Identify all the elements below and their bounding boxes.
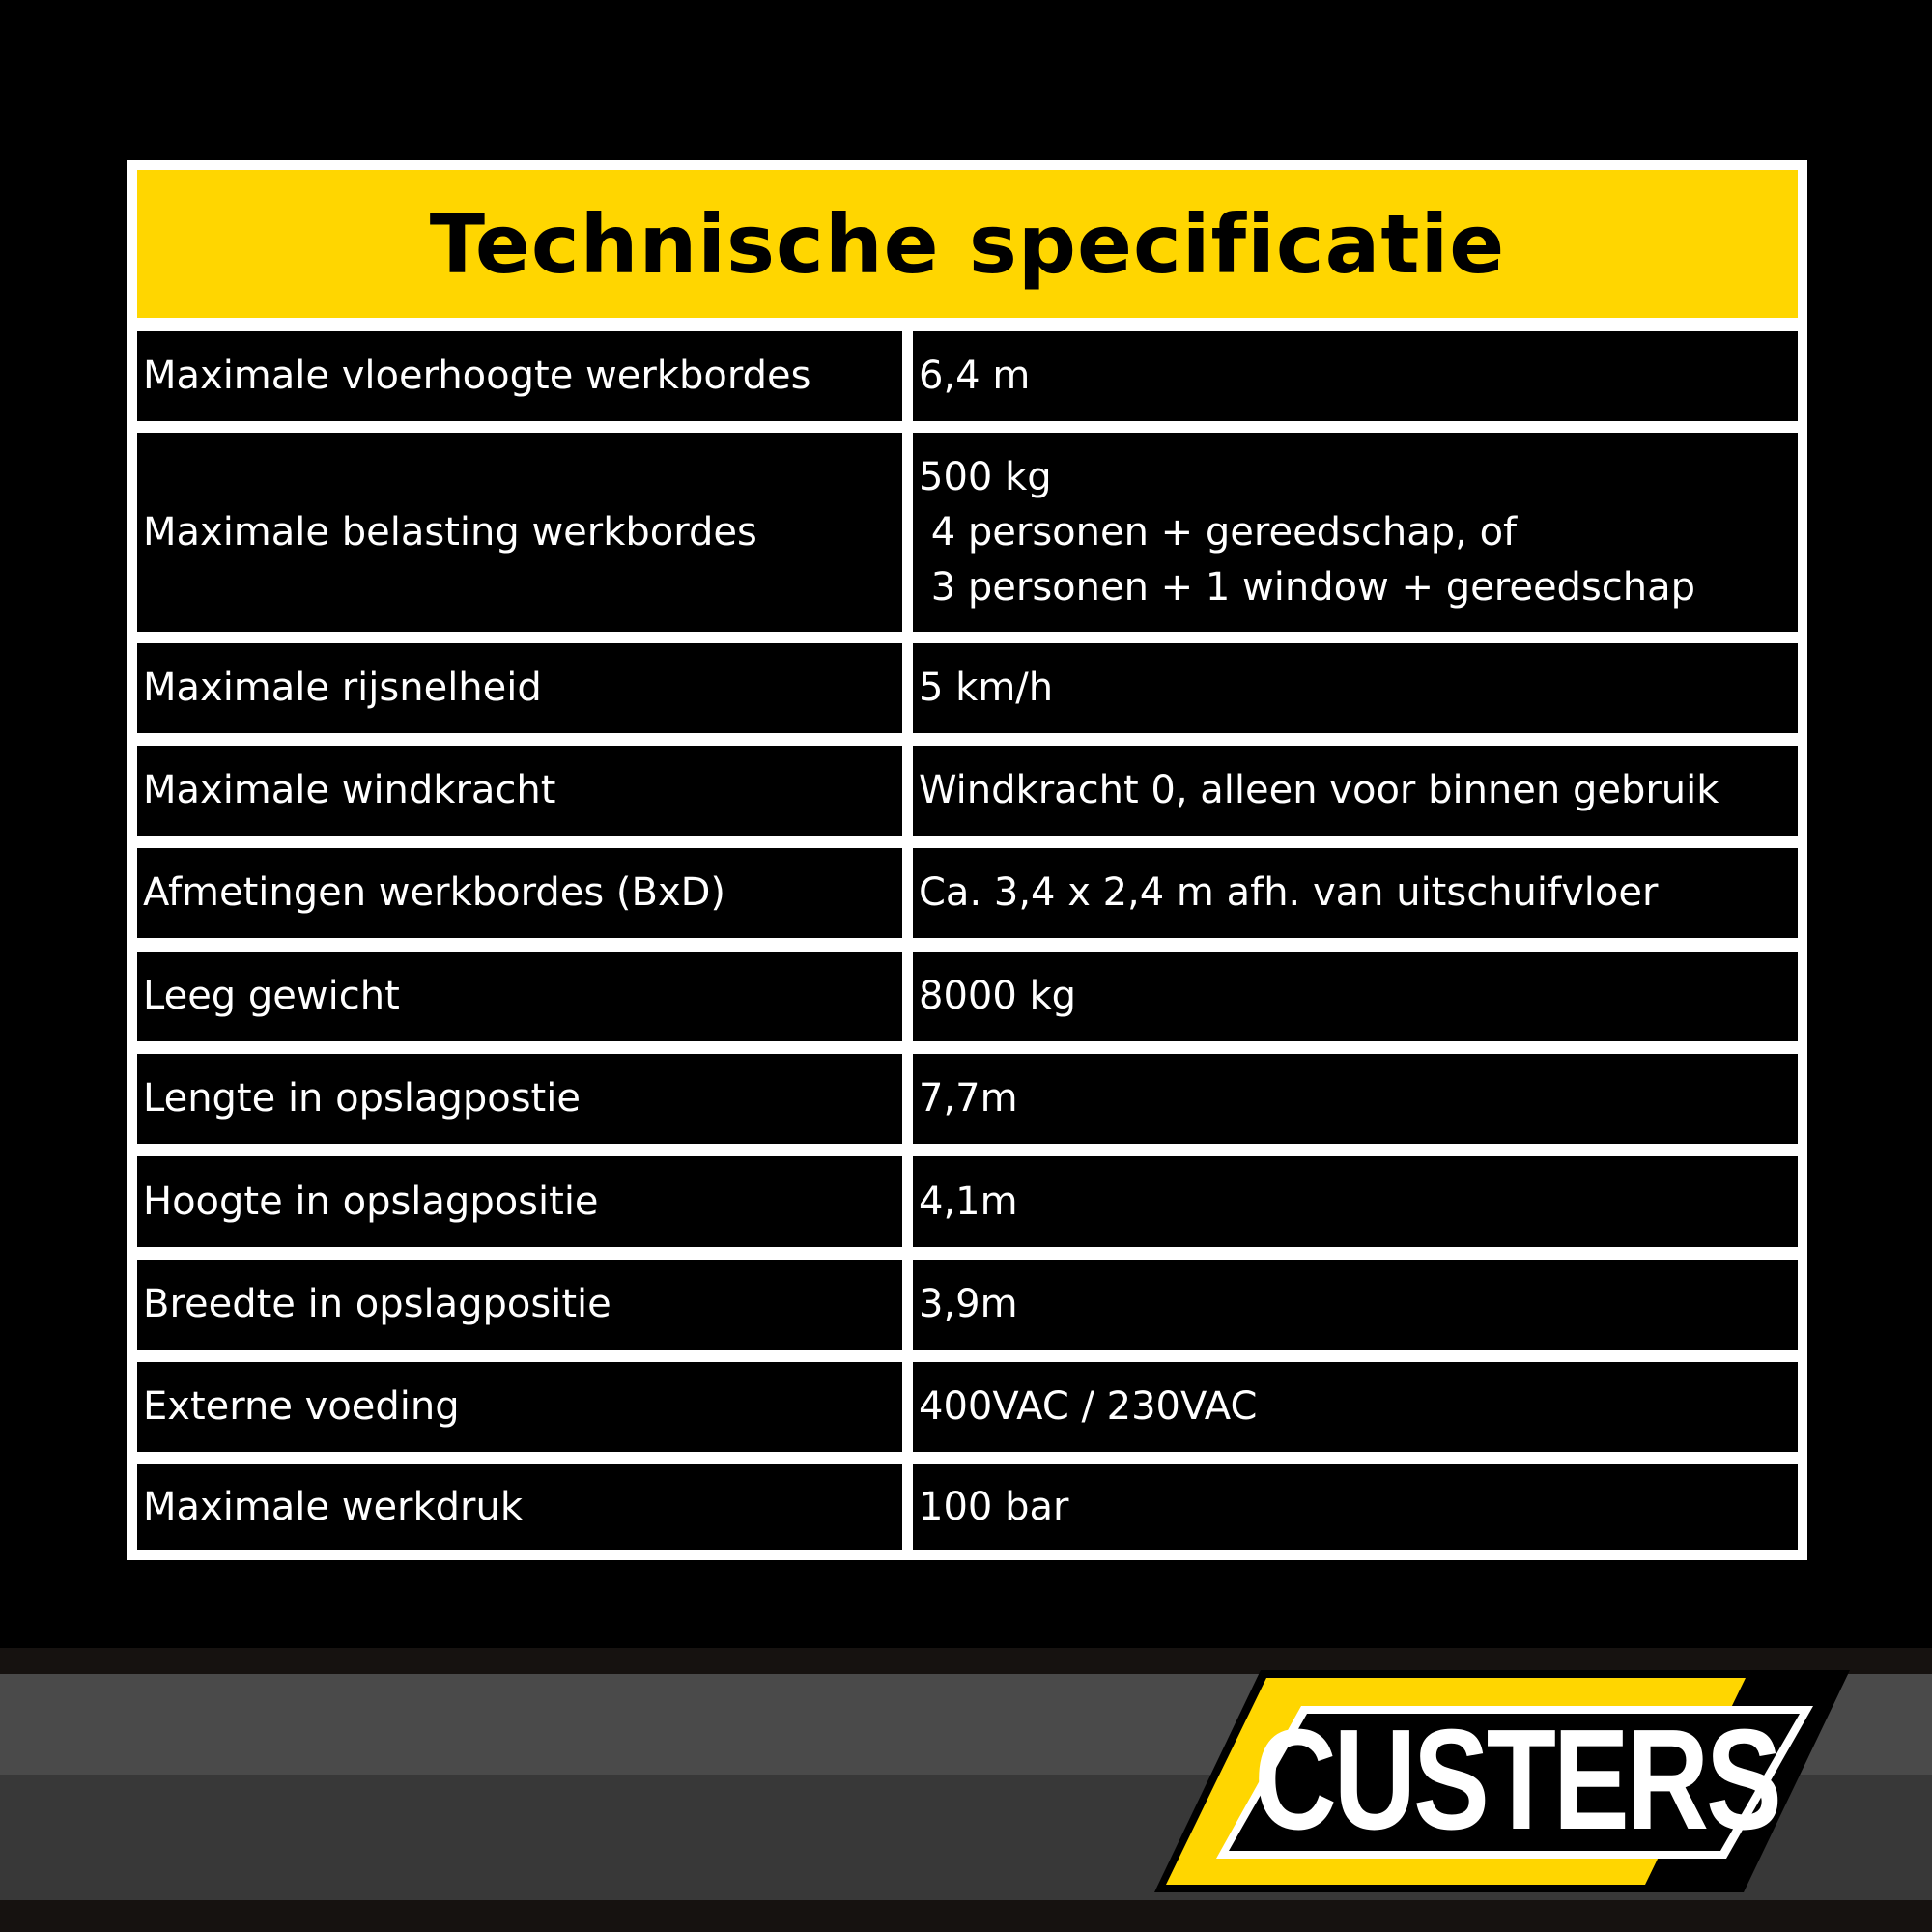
spec-label: Afmetingen werkbordes (BxD) [137, 848, 902, 938]
spec-value: 5 km/h [913, 643, 1798, 733]
table-row [137, 1464, 1798, 1550]
table-row [137, 848, 1798, 938]
table-row [137, 952, 1798, 1041]
table-row [137, 643, 1798, 733]
spec-value: 500 kg 4 personen + gereedschap, of 3 personen + 1 window + gereedschap [913, 433, 1798, 632]
spec-label: Externe voeding [137, 1362, 902, 1452]
spec-label: Leeg gewicht [137, 952, 902, 1041]
spec-value: 4,1m [913, 1156, 1798, 1247]
footer-band [0, 1648, 1932, 1932]
spec-value: Ca. 3,4 x 2,4 m afh. van uitschuifvloer [913, 848, 1798, 938]
table-row [137, 1054, 1798, 1144]
spec-value: 6,4 m [913, 331, 1798, 421]
spec-value: 3,9m [913, 1260, 1798, 1350]
table-row [137, 746, 1798, 836]
spec-label: Lengte in opslagpostie [137, 1054, 902, 1144]
spec-value: Windkracht 0, alleen voor binnen gebruik [913, 746, 1798, 836]
table-row [137, 1156, 1798, 1247]
spec-value: 400VAC / 230VAC [913, 1362, 1798, 1452]
spec-label: Hoogte in opslagpositie [137, 1156, 902, 1247]
table-row [137, 331, 1798, 421]
table-row [137, 1260, 1798, 1350]
spec-value: 100 bar [913, 1464, 1798, 1550]
logo-wordmark: CUSTERS [1254, 1700, 1779, 1860]
table-row [137, 433, 1798, 632]
spec-label: Maximale rijsnelheid [137, 643, 902, 733]
spec-label: Maximale vloerhoogte werkbordes [137, 331, 902, 421]
title-bar [137, 170, 1798, 318]
spec-value: 8000 kg [913, 952, 1798, 1041]
page-title: Technische specificatie [429, 196, 1506, 292]
spec-label: Maximale werkdruk [137, 1464, 902, 1550]
spec-value: 7,7m [913, 1054, 1798, 1144]
table-row [137, 1362, 1798, 1452]
spec-label: Maximale windkracht [137, 746, 902, 836]
spec-table [127, 160, 1807, 1560]
spec-label: Maximale belasting werkbordes [137, 433, 902, 632]
spec-label: Breedte in opslagpositie [137, 1260, 902, 1350]
